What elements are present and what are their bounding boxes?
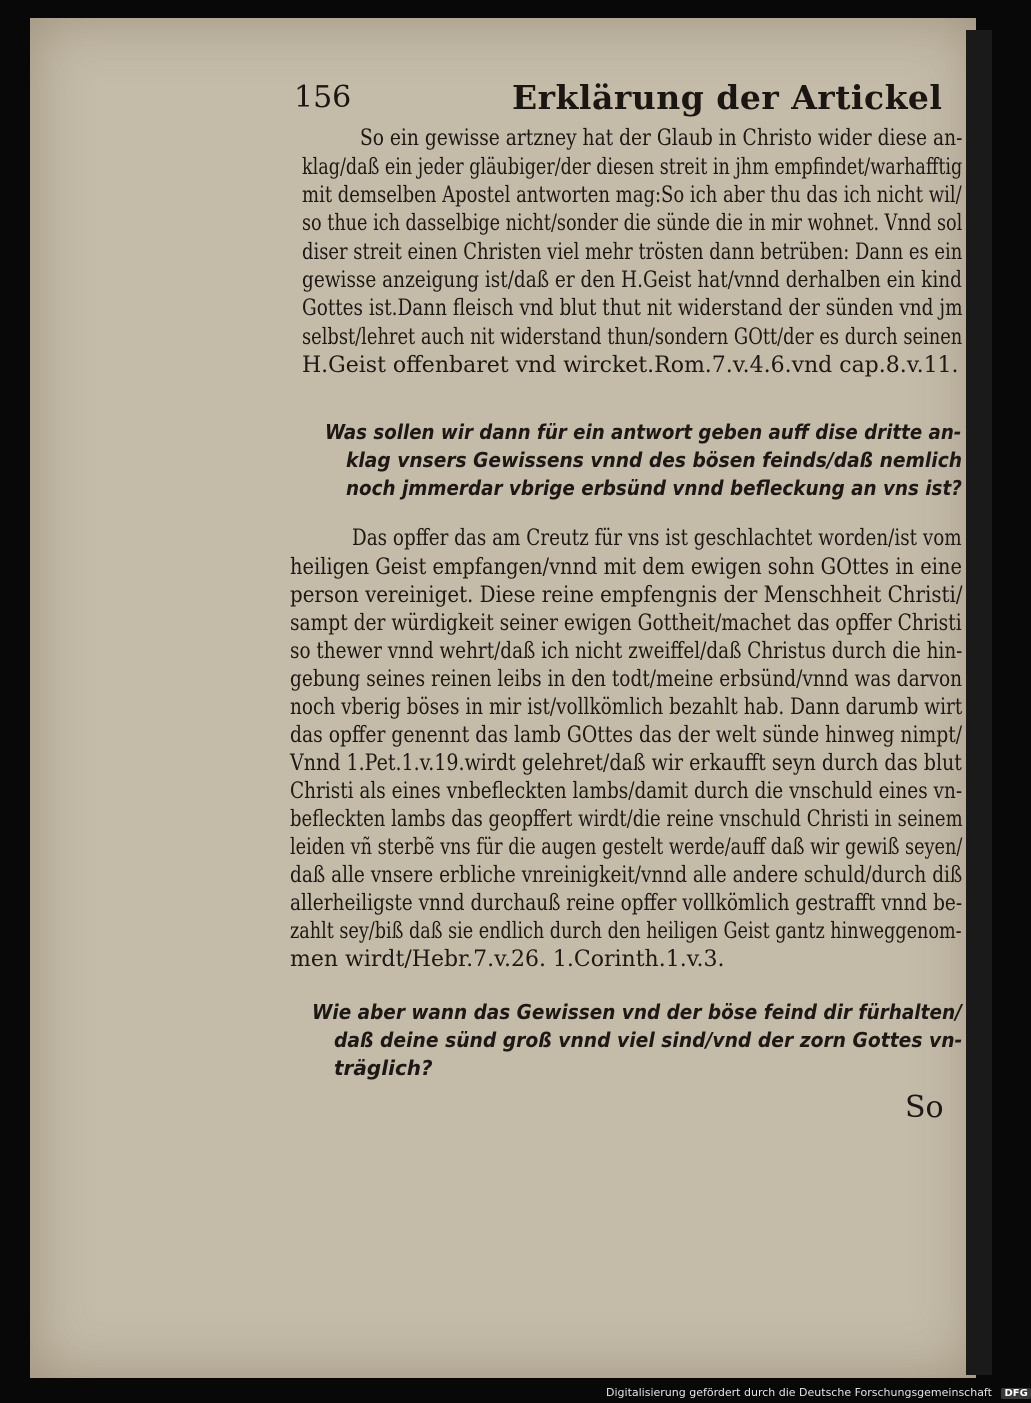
text-line: Vnnd 1.Pet.1.v.19.wirdt gelehret/daß wir erkaufft seyn durch das blut — [290, 751, 962, 776]
digitization-footer — [606, 1386, 1031, 1399]
text-line: person vereiniget. Diese reine empfengnis der Menschheit Christi/ — [290, 583, 963, 608]
question-line: träglich? — [334, 1056, 433, 1080]
question-line: klag vnsers Gewissens vnnd des bösen feinds/daß nemlich — [346, 448, 963, 472]
text-line: heiligen Geist empfangen/vnnd mit dem ewigen sohn GOttes in eine — [290, 555, 962, 580]
text-line: leiden vñ sterbẽ vns für die augen gestelt werde/auff daß wir gewiß seyen/ — [290, 835, 963, 860]
text-line: selbst/lehret auch nit widerstand thun/sondern GOtt/der es durch seinen — [302, 325, 963, 350]
text-line: befleckten lambs das geopffert wirdt/die reine vnschuld Christi in seinem — [290, 807, 963, 832]
text-line: klag/daß ein jeder gläubiger/der diesen streit in jhm empfindet/warhafftig — [302, 155, 963, 180]
text-line: Das opffer das am Creutz für vns ist geschlachtet worden/ist vom — [352, 526, 962, 551]
page-number: 156 — [294, 80, 352, 115]
text-line: daß alle vnsere erbliche vnreinigkeit/vnnd alle andere schuld/durch diß — [290, 863, 963, 888]
text-line: noch vberig böses in mir ist/vollkömlich bezahlt hab. Dann darumb wirt — [290, 695, 963, 720]
dfg-logo: DFG — [1001, 1388, 1030, 1399]
text-line: zahlt sey/biß daß sie endlich durch den heiligen Geist gantz hinweggenom- — [290, 919, 962, 944]
text-line: das opffer genennt das lamb GOttes das der welt sünde hinweg nimpt/ — [290, 723, 963, 748]
catchword: So — [905, 1090, 944, 1125]
question-line: noch jmmerdar vbrige erbsünd vnnd befleckung an vns ist? — [346, 476, 962, 500]
text-line: sampt der würdigkeit seiner ewigen Gottheit/machet das opffer Christi — [290, 611, 962, 636]
text-line: gebung seines reinen leibs in den todt/meine erbsünd/vnnd was darvon — [290, 667, 963, 692]
text-line: men wirdt/Hebr.7.v.26. 1.Corinth.1.v.3. — [290, 947, 725, 972]
text-line: H.Geist offenbaret vnd wircket.Rom.7.v.4.6.vnd cap.8.v.11. — [302, 353, 959, 378]
text-line: so thewer vnnd wehrt/daß ich nicht zweiffel/daß Christus durch die hin- — [290, 639, 963, 664]
question-line: Was sollen wir dann für ein antwort geben auff dise dritte an- — [325, 420, 962, 444]
text-line: Gottes ist.Dann fleisch vnd blut thut nit widerstand der sünden vnd jm — [302, 296, 963, 321]
text-line: Christi als eines vnbefleckten lambs/damit durch die vnschuld eines vn- — [290, 779, 963, 804]
text-line: gewisse anzeigung ist/daß er den H.Geist hat/vnnd derhalben ein kind — [302, 268, 962, 293]
footer-text: Digitalisierung gefördert durch die Deutsche Forschungsgemeinschaft — [606, 1386, 992, 1399]
text-line: diser streit einen Christen viel mehr trösten dann betrüben: Dann es ein — [302, 240, 963, 265]
running-head: Erklärung der Artickel — [512, 78, 943, 117]
text-line: so thue ich dasselbige nicht/sonder die sünde die in mir wohnet. Vnnd sol — [302, 211, 963, 236]
question-line: daß deine sünd groß vnnd viel sind/vnd der zorn Gottes vn- — [334, 1028, 963, 1052]
question-line: Wie aber wann das Gewissen vnd der böse feind dir fürhalten/ — [312, 1000, 962, 1024]
text-line: mit demselben Apostel antworten mag:So ich aber thu das ich nicht wil/ — [302, 183, 962, 208]
text-line: So ein gewisse artzney hat der Glaub in Christo wider diese an- — [360, 126, 963, 151]
page-edge — [966, 30, 992, 1375]
text-line: allerheiligste vnnd durchauß reine opffer vollkömlich gestrafft vnnd be- — [290, 891, 963, 916]
